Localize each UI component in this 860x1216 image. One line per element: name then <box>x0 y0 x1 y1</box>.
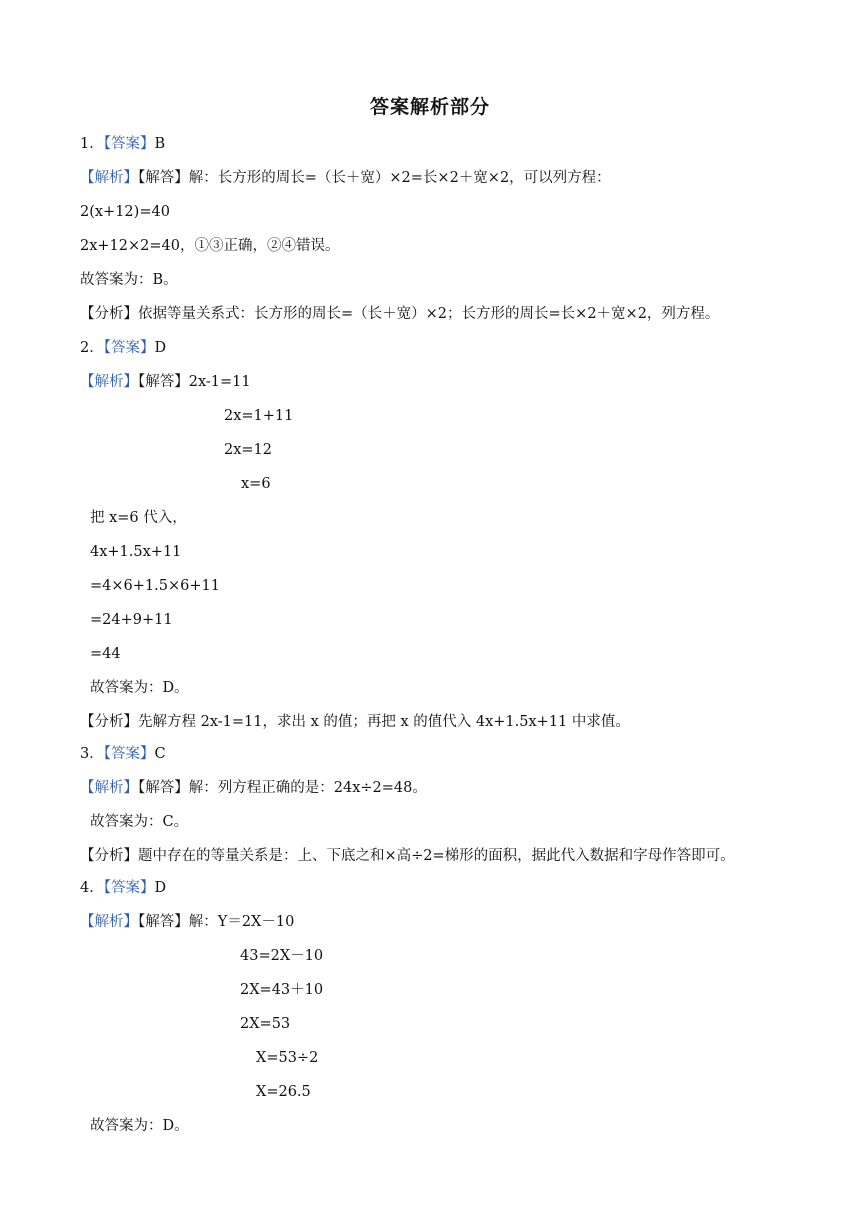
q2-analysis-text: 先解方程 2x-1=11，求出 x 的值；再把 x 的值代入 4x+1.5x+11 中求值。 <box>138 714 630 730</box>
answer-label: 【答案】 <box>103 746 155 762</box>
q1-equation-2: 2x+12×2=40，①③正确，②④错误。 <box>80 238 340 254</box>
answer-label: 【答案】 <box>103 880 155 896</box>
page-title: 答案解析部分 <box>369 96 490 118</box>
q3-number: 3． <box>80 746 104 762</box>
q4-answer: D <box>154 880 167 896</box>
q1-conclusion: 故答案为：B。 <box>80 272 178 288</box>
q2-answer-line <box>80 338 166 358</box>
q3-analysis-text: 题中存在的等量关系是：上、下底之和×高÷2=梯形的面积，据此代入数据和字母作答即可。 <box>138 848 735 864</box>
q4-number: 4． <box>80 880 104 896</box>
q1-number: 1． <box>80 136 104 152</box>
q2-conclusion: 故答案为：D。 <box>90 680 189 696</box>
q2-step-2: 2x=12 <box>224 442 273 458</box>
q4-step-3: 2X=53 <box>240 1016 291 1032</box>
jieda-label: 【解答】 <box>138 914 189 930</box>
answer-label: 【答案】 <box>103 136 155 152</box>
q2-calc-1: 4x+1.5x+11 <box>90 544 182 560</box>
q3-conclusion: 故答案为：C。 <box>90 814 189 830</box>
q1-analysis-text: 依据等量关系式：长方形的周长=（长＋宽）×2；长方形的周长=长×2＋宽×2，列方程。 <box>138 306 720 322</box>
q2-calc-2: =4×6+1.5×6+11 <box>90 578 220 594</box>
answer-label: 【答案】 <box>103 340 155 356</box>
jiexi-label: 【解析】 <box>80 780 138 796</box>
q1-equation-1: 2(x+12)=40 <box>80 204 170 220</box>
q1-answer-line <box>80 134 165 154</box>
q1-solution-line <box>80 168 611 188</box>
q1-solution-text: 解：长方形的周长=（长＋宽）×2=长×2＋宽×2，可以列方程： <box>188 170 611 186</box>
q1-answer: B <box>154 136 166 152</box>
jieda-label: 【解答】 <box>138 170 189 186</box>
jiexi-label: 【解析】 <box>80 914 138 930</box>
jiexi-label: 【解析】 <box>80 170 138 186</box>
q4-step-1: 43=2X－10 <box>240 948 324 964</box>
q2-step-1: 2x=1+11 <box>224 408 294 424</box>
q2-answer: D <box>154 340 167 356</box>
q3-answer: C <box>154 746 166 762</box>
q3-analysis-line <box>80 846 735 866</box>
q3-solution-line <box>80 778 427 798</box>
q2-step-0: 2x-1=11 <box>188 374 251 390</box>
q4-step-2: 2X=43＋10 <box>240 982 324 998</box>
jieda-label: 【解答】 <box>138 780 189 796</box>
q2-solution-line <box>80 372 251 392</box>
q3-answer-line <box>80 744 166 764</box>
q4-conclusion: 故答案为：D。 <box>90 1118 189 1134</box>
q2-calc-4: =44 <box>90 646 121 662</box>
q4-answer-line <box>80 878 166 898</box>
q2-substitute: 把 x=6 代入， <box>90 510 187 526</box>
fenxi-label: 【分析】 <box>80 306 138 322</box>
q2-number: 2． <box>80 340 104 356</box>
q2-calc-3: =24+9+11 <box>90 612 173 628</box>
jieda-label: 【解答】 <box>138 374 189 390</box>
q3-solution-text: 解：列方程正确的是：24x÷2=48。 <box>188 780 427 796</box>
q4-step-0: 解：Y＝2X－10 <box>188 914 295 930</box>
q4-step-4: X=53÷2 <box>256 1050 319 1066</box>
fenxi-label: 【分析】 <box>80 848 138 864</box>
q4-step-5: X=26.5 <box>256 1084 311 1100</box>
q2-step-3: x=6 <box>241 476 271 492</box>
q4-solution-line <box>80 912 294 932</box>
jiexi-label: 【解析】 <box>80 374 138 390</box>
q1-analysis-line <box>80 304 719 324</box>
q2-analysis-line <box>80 712 630 732</box>
fenxi-label: 【分析】 <box>80 714 138 730</box>
